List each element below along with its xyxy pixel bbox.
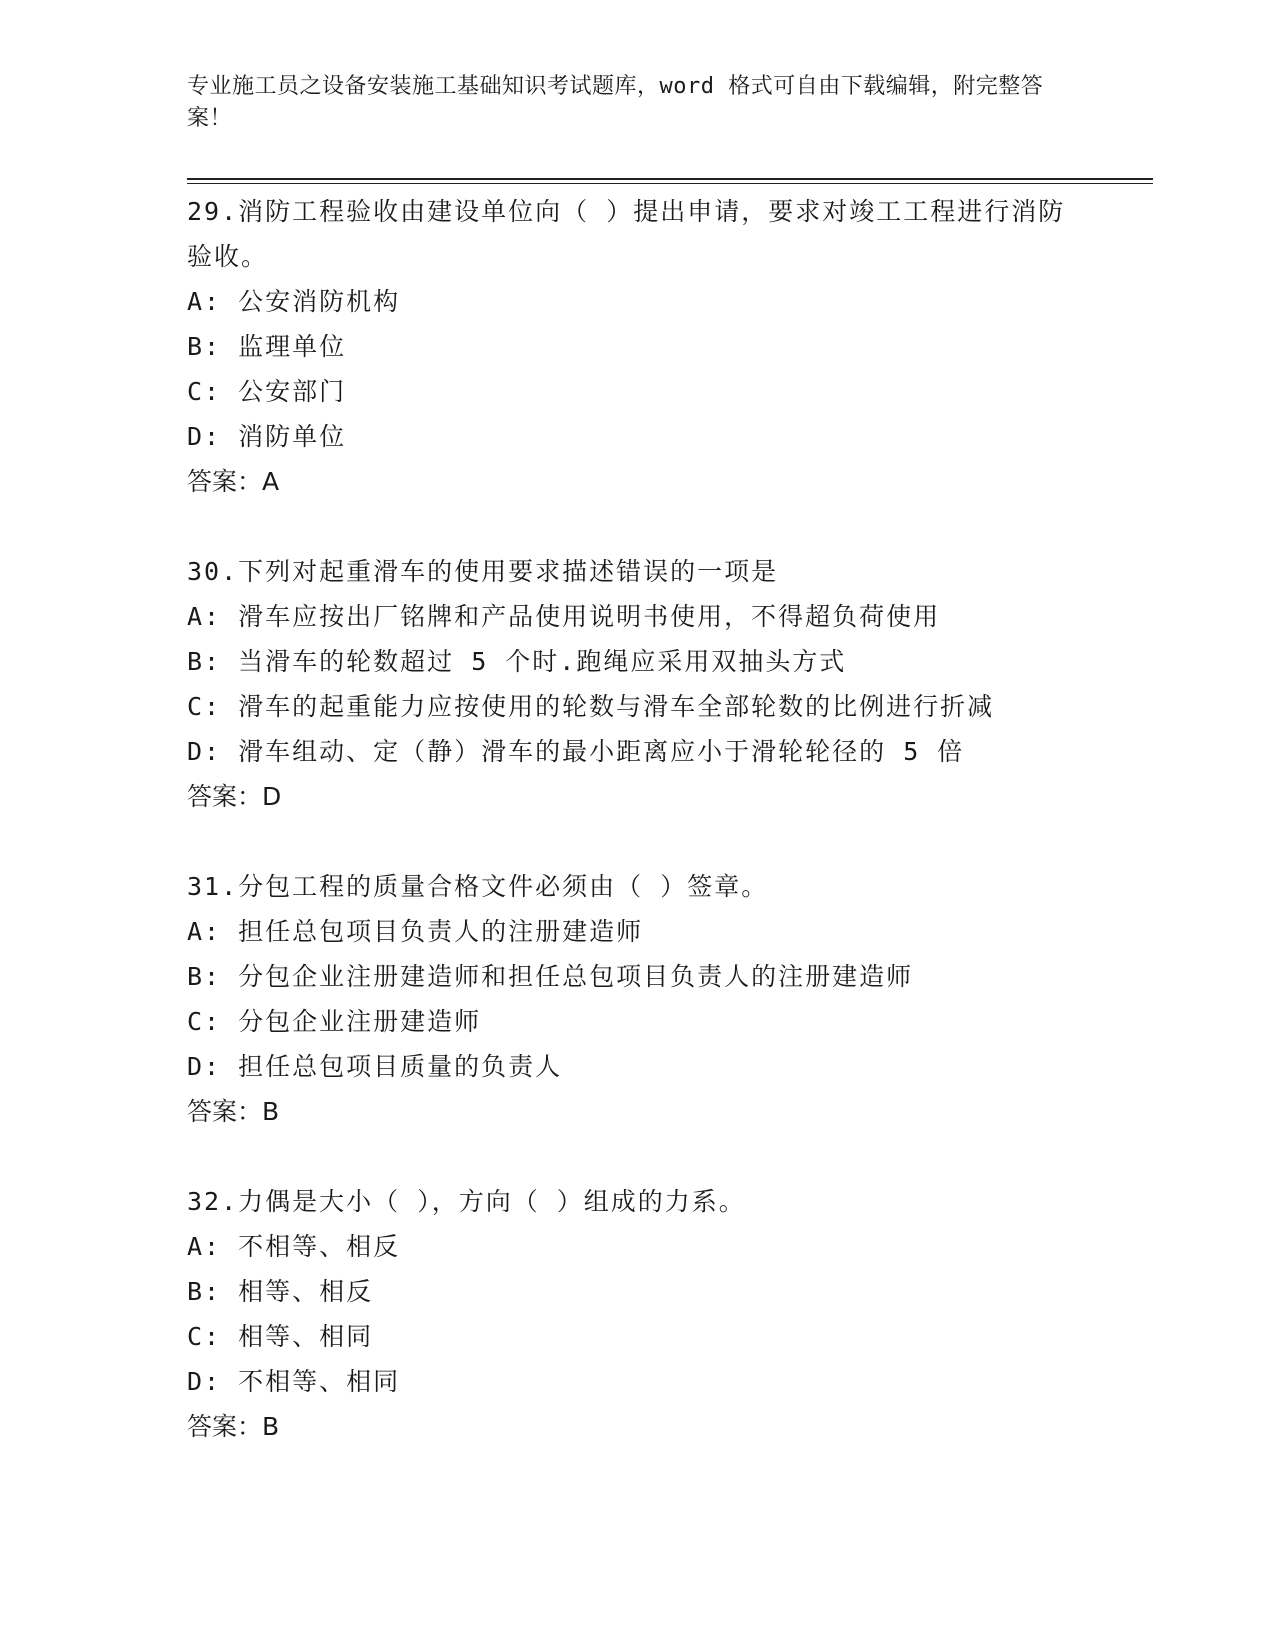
option-a: A: 滑车应按出厂铭牌和产品使用说明书使用，不得超负荷使用 [187,602,941,631]
option-d: D: 担任总包项目质量的负责人 [187,1052,563,1081]
answer-line: 答案：B [187,1412,280,1441]
answer-line: 答案：A [187,467,280,496]
option-b: B: 监理单位 [187,332,347,361]
option-c: C: 滑车的起重能力应按使用的轮数与滑车全部轮数的比例进行折减 [187,692,995,721]
question-stem: 30.下列对起重滑车的使用要求描述错误的一项是 [187,557,779,586]
option-d: D: 滑车组动、定（静）滑车的最小距离应小于滑轮轮径的 5 倍 [187,737,965,766]
question-list [187,189,1087,1494]
option-c: C: 相等、相同 [187,1322,374,1351]
option-b: B: 分包企业注册建造师和担任总包项目负责人的注册建造师 [187,962,914,991]
question-stem: 32.力偶是大小（ ），方向（ ）组成的力系。 [187,1187,746,1216]
question-31 [187,864,1087,1134]
header-rule-thick [187,178,1153,180]
question-30 [187,549,1087,819]
option-c: C: 公安部门 [187,377,347,406]
option-a: A: 不相等、相反 [187,1232,401,1261]
question-29 [187,189,1087,504]
option-d: D: 不相等、相同 [187,1367,401,1396]
option-d: D: 消防单位 [187,422,347,451]
header-rule-thin [187,183,1153,184]
option-c: C: 分包企业注册建造师 [187,1007,482,1036]
option-b: B: 当滑车的轮数超过 5 个时.跑绳应采用双抽头方式 [187,647,847,676]
option-b: B: 相等、相反 [187,1277,374,1306]
question-stem: 31.分包工程的质量合格文件必须由（ ）签章。 [187,872,769,901]
question-32 [187,1179,1087,1449]
answer-line: 答案：B [187,1097,280,1126]
option-a: A: 公安消防机构 [187,287,401,316]
question-stem: 29.消防工程验收由建设单位向（ ）提出申请，要求对竣工工程进行消防验收。 [187,197,1066,271]
document-header: 专业施工员之设备安装施工基础知识考试题库，word 格式可自由下载编辑，附完整答案！ [187,74,1044,131]
answer-line: 答案：D [187,782,282,811]
option-a: A: 担任总包项目负责人的注册建造师 [187,917,644,946]
